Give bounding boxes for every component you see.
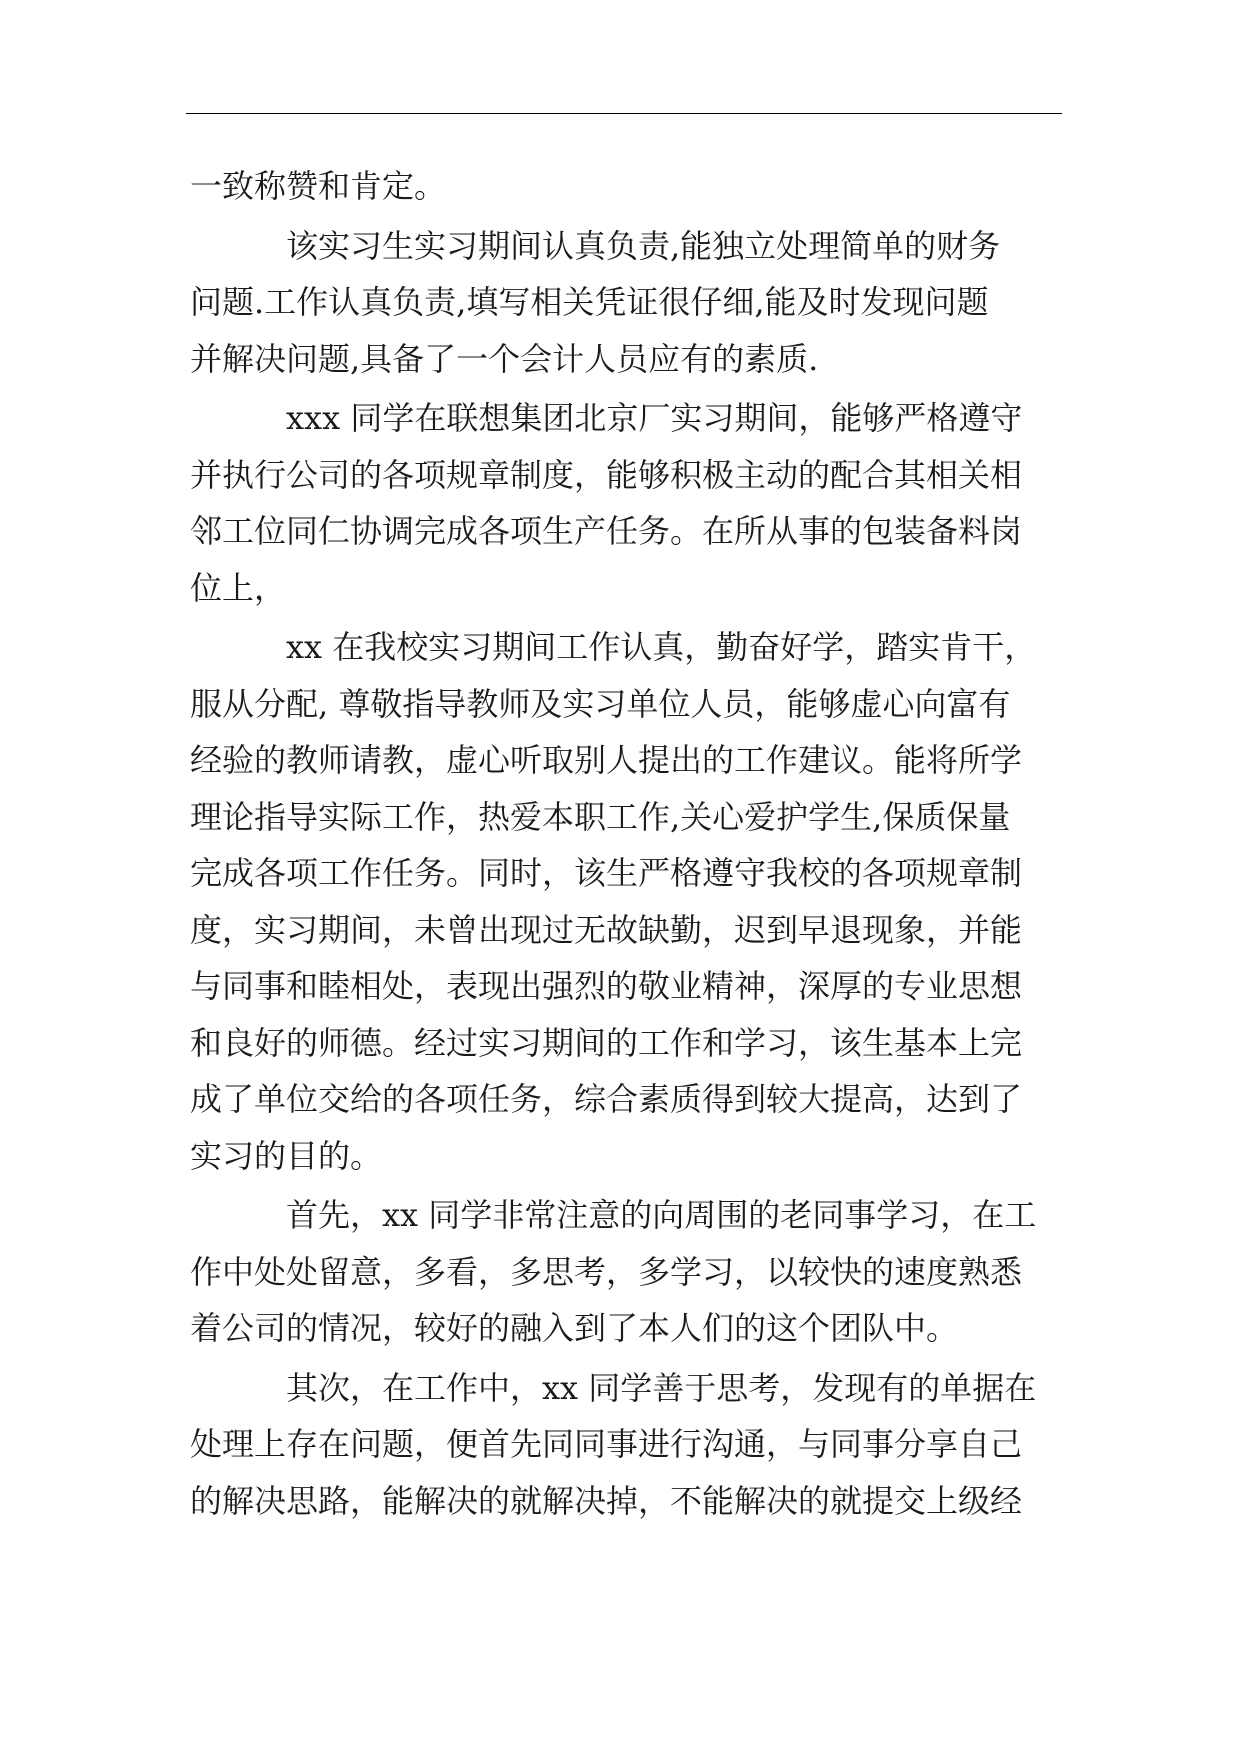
text-line: 实习的目的。 (190, 1136, 383, 1175)
text-line: 服从分配, 尊敬指导教师及实习单位人员，能够虚心向富有 (190, 684, 1011, 723)
paragraph-first (190, 1187, 1060, 1357)
text-line: 作中处处留意，多看，多思考，多学习，以较快的速度熟悉 (190, 1252, 1023, 1291)
text-line: 首先，xx 同学非常注意的向周围的老同事学习，在工 (286, 1196, 1037, 1234)
paragraph-second (190, 1360, 1060, 1530)
text-line: 并执行公司的各项规章制度，能够积极主动的配合其相关相 (190, 455, 1023, 494)
text-line: 完成各项工作任务。同时，该生严格遵守我校的各项规章制 (190, 854, 1023, 892)
text-line: 其次，在工作中，xx 同学善于思考，发现有的单据在 (286, 1368, 1037, 1407)
text-line: 该实习生实习期间认真负责,能独立处理简单的财务 (286, 226, 1001, 265)
text-line: 与同事和睦相处，表现出强烈的敬业精神，深厚的专业思想 (190, 967, 1023, 1005)
text-line: 并解决问题,具备了一个会计人员应有的素质. (190, 339, 819, 378)
paragraph-school-internship (190, 619, 1060, 1184)
paragraph-lenovo (190, 390, 1060, 616)
text-line: 处理上存在问题，便首先同同事进行沟通，与同事分享自己 (190, 1425, 1023, 1463)
text-line: 和良好的师德。经过实习期间的工作和学习，该生基本上完 (190, 1023, 1023, 1062)
text-line: 着公司的情况，较好的融入到了本人们的这个团队中。 (190, 1309, 959, 1347)
text-line: 的解决思路，能解决的就解决掉，不能解决的就提交上级经 (190, 1481, 1023, 1520)
text-line: 度，实习期间，未曾出现过无故缺勤，迟到早退现象，并能 (190, 910, 1023, 949)
text-line: 一致称赞和肯定。 (190, 167, 447, 205)
paragraph-intern-finance (190, 218, 1060, 388)
text-line: 位上， (190, 568, 287, 607)
text-line: 问题.工作认真负责,填写相关凭证很仔细,能及时发现问题 (190, 283, 989, 321)
text-line: xxx 同学在联想集团北京厂实习期间，能够严格遵守 (286, 399, 1023, 437)
header-rule (186, 113, 1062, 114)
text-line: 成了单位交给的各项任务，综合素质得到较大提高，达到了 (190, 1080, 1023, 1118)
text-line: 理论指导实际工作，热爱本职工作,关心爱护学生,保质保量 (190, 797, 1011, 836)
text-line: 邻工位同仁协调完成各项生产任务。在所从事的包装备料岗 (190, 512, 1023, 550)
text-line: xx 在我校实习期间工作认真，勤奋好学，踏实肯干， (286, 628, 1037, 666)
text-line: 经验的教师请教，虚心听取别人提出的工作建议。能将所学 (190, 741, 1023, 779)
document-body (190, 158, 1060, 1529)
paragraph-continuation (190, 158, 1060, 215)
